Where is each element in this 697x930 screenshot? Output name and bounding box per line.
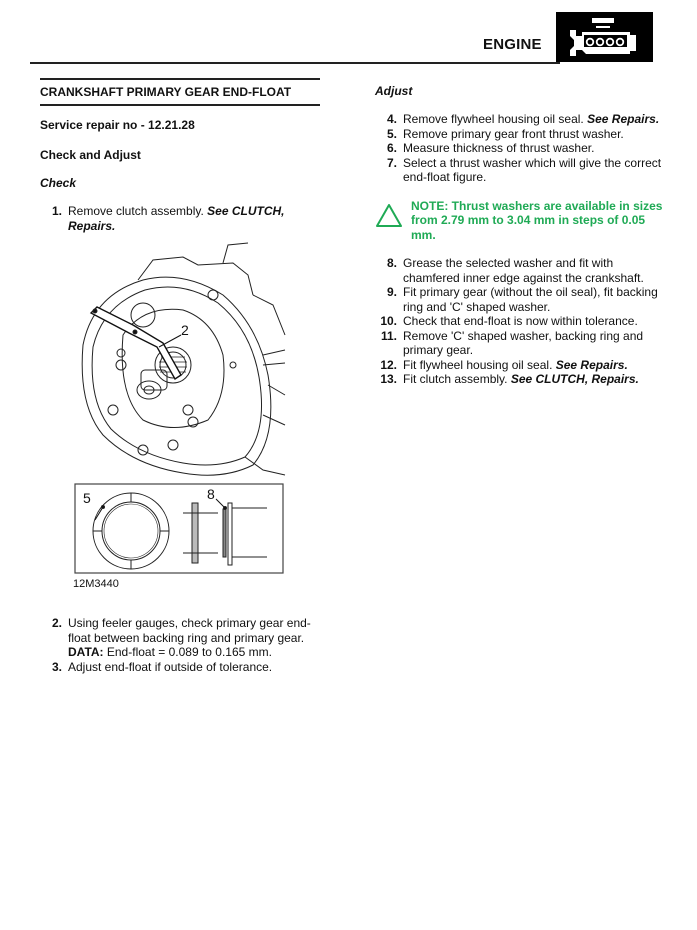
data-value: End-float = 0.089 to 0.165 mm. bbox=[103, 645, 272, 659]
step-number: 2. bbox=[51, 616, 62, 630]
callout-2: 2 bbox=[181, 322, 189, 338]
steps-group-a bbox=[375, 112, 665, 185]
service-repair-number: Service repair no - 12.21.28 bbox=[40, 118, 195, 132]
step-number: 11. bbox=[380, 328, 397, 343]
left-column bbox=[40, 78, 320, 233]
step-13 bbox=[375, 372, 665, 387]
section-title-box bbox=[40, 78, 320, 106]
step-number: 3. bbox=[51, 659, 62, 674]
step-number: 7. bbox=[386, 155, 397, 170]
crankshaft-illustration bbox=[73, 235, 288, 595]
step-number: 1. bbox=[51, 204, 62, 218]
adjust-heading: Adjust bbox=[375, 84, 413, 98]
header-rule bbox=[30, 62, 560, 64]
step-number: 13. bbox=[380, 372, 397, 386]
cross-reference-link[interactable]: See CLUTCH, Repairs. bbox=[510, 372, 639, 386]
check-and-adjust-heading: Check and Adjust bbox=[40, 148, 141, 162]
step-text: Grease the selected washer and fit with chamfered inner edge against the crankshaft. bbox=[403, 256, 644, 285]
step-text: Fit flywheel housing oil seal. bbox=[403, 357, 556, 372]
step-text: Measure thickness of thrust washer. bbox=[403, 141, 595, 155]
note-text: NOTE: Thrust washers are available in sizes from 2.79 mm to 3.04 mm in steps of 0.05 mm. bbox=[411, 198, 663, 242]
note-callout bbox=[375, 199, 665, 243]
step-12 bbox=[375, 358, 665, 373]
steps-group-b bbox=[375, 256, 665, 387]
step-text: Fit clutch assembly. bbox=[403, 372, 511, 386]
right-column bbox=[375, 78, 665, 387]
step-number: 8. bbox=[386, 256, 397, 270]
step-8 bbox=[375, 256, 665, 285]
step-text: Remove flywheel housing oil seal. bbox=[403, 112, 588, 126]
step-10 bbox=[375, 314, 665, 329]
step-4 bbox=[375, 112, 665, 127]
cross-reference-link[interactable]: See Repairs. bbox=[587, 112, 660, 126]
data-label: DATA: bbox=[68, 645, 104, 659]
step-text: Check that end-float is now within tolerance. bbox=[403, 314, 638, 328]
step-text: Adjust end-float if outside of tolerance. bbox=[68, 659, 273, 674]
callout-8: 8 bbox=[207, 486, 215, 502]
page-section-title: ENGINE bbox=[483, 36, 542, 53]
left-lower-steps bbox=[40, 616, 320, 674]
step-5 bbox=[375, 127, 665, 142]
gear-diagram bbox=[73, 235, 288, 595]
step-11 bbox=[375, 329, 665, 358]
step-9 bbox=[375, 285, 665, 314]
step-number: 12. bbox=[380, 357, 397, 372]
step-7 bbox=[375, 156, 665, 185]
step-number: 9. bbox=[386, 285, 397, 299]
figure-caption: 12M3440 bbox=[73, 578, 119, 590]
cross-reference-link[interactable]: See Repairs. bbox=[555, 357, 628, 372]
step-3 bbox=[40, 660, 320, 675]
step-number: 4. bbox=[386, 112, 397, 126]
step-text: Remove clutch assembly. bbox=[68, 204, 208, 218]
step-text: Fit primary gear (without the oil seal), fit backing ring and 'C' shaped washer. bbox=[403, 285, 658, 314]
step-text: Using feeler gauges, check primary gear end-float between backing ring and primary gear. bbox=[68, 616, 311, 645]
section-title: CRANKSHAFT PRIMARY GEAR END-FLOAT bbox=[40, 85, 292, 99]
callout-5: 5 bbox=[83, 490, 91, 506]
step-text: Select a thrust washer which will give the correct end-float figure. bbox=[403, 155, 662, 184]
check-heading: Check bbox=[40, 176, 77, 190]
step-number: 6. bbox=[386, 141, 397, 155]
step-number: 10. bbox=[380, 314, 397, 328]
cross-reference-link[interactable]: See CLUTCH, Repairs. bbox=[68, 204, 285, 233]
step-6 bbox=[375, 141, 665, 156]
step-number: 5. bbox=[386, 126, 397, 141]
step-1 bbox=[40, 204, 320, 233]
step-2 bbox=[40, 616, 320, 660]
step-text: Remove primary gear front thrust washer. bbox=[403, 126, 624, 141]
warning-triangle-icon bbox=[375, 203, 403, 229]
engine-icon bbox=[556, 12, 653, 62]
step-text: Remove 'C' shaped washer, backing ring and primary gear. bbox=[403, 328, 644, 357]
